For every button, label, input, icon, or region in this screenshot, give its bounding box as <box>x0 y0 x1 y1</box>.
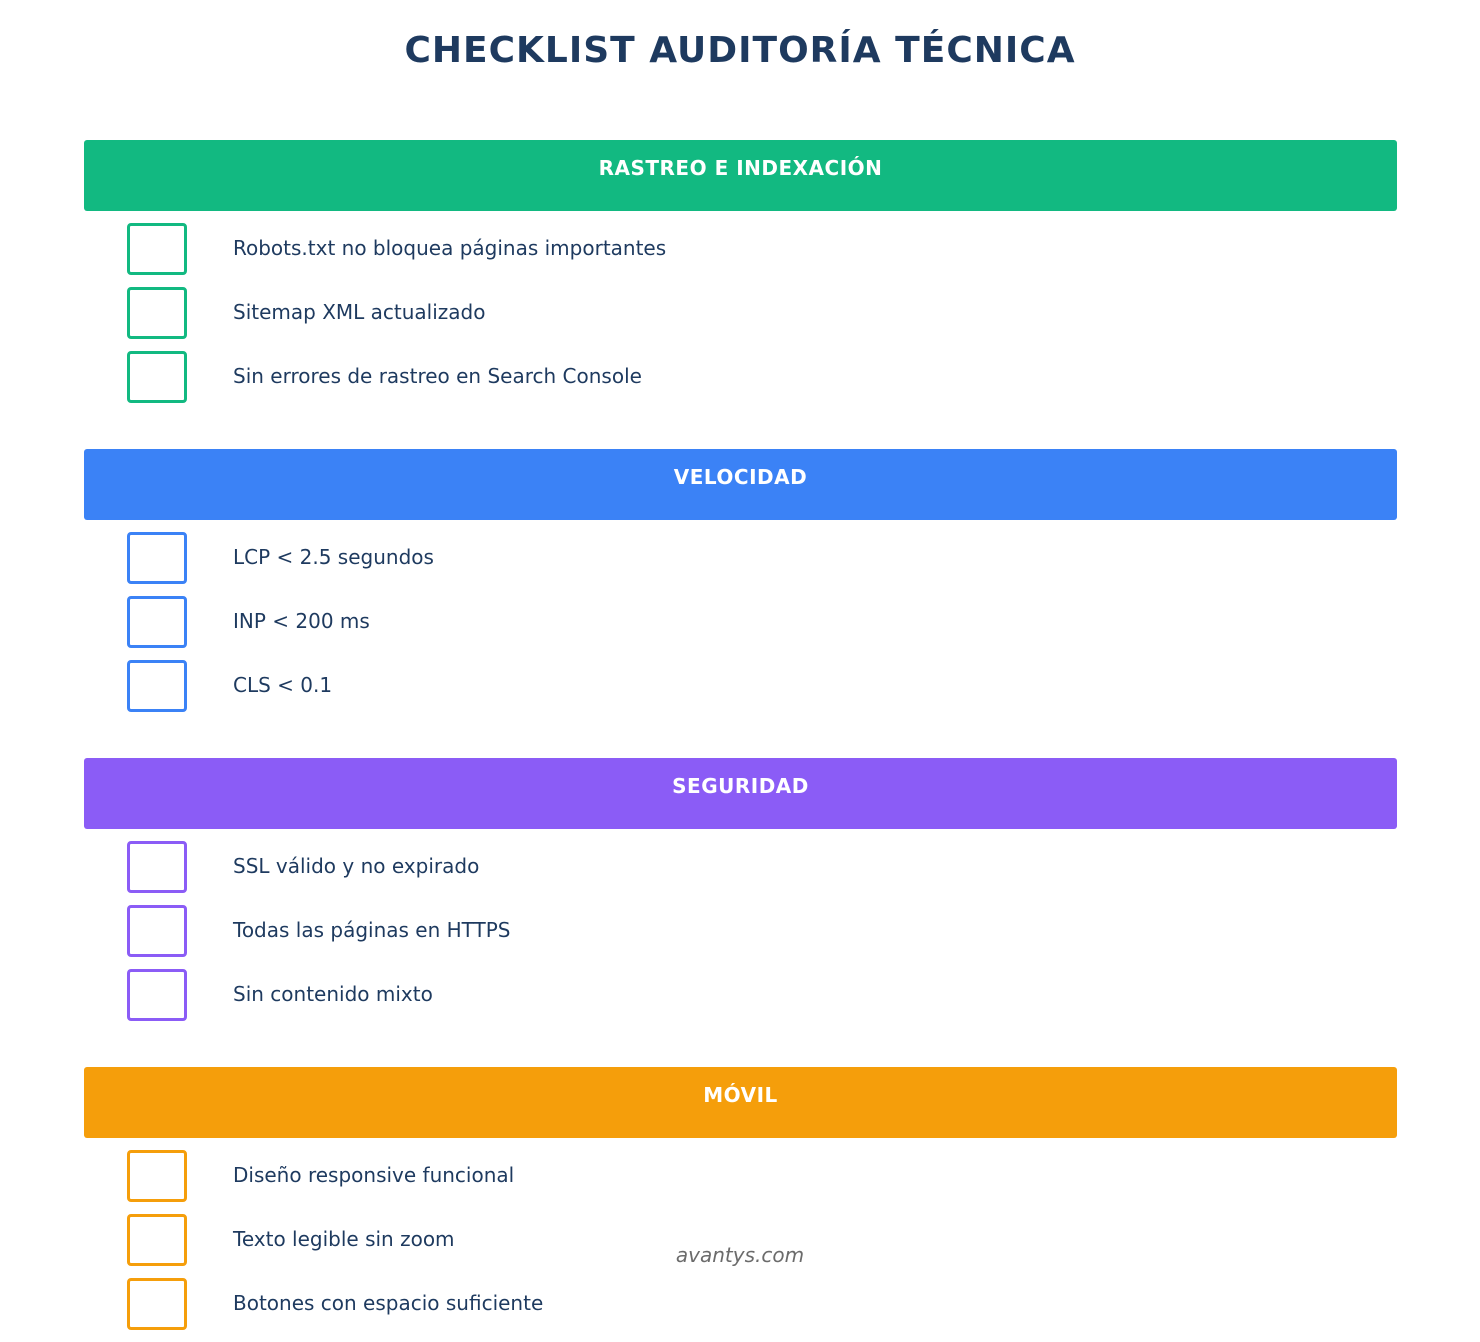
checklist-item <box>84 660 1397 724</box>
checkbox[interactable] <box>127 1150 187 1202</box>
checkbox[interactable] <box>127 660 187 712</box>
checklist-item-label: Robots.txt no bloquea páginas importantes <box>233 236 667 260</box>
checklist-item <box>84 596 1397 660</box>
checklist-section <box>84 449 1397 724</box>
checklist-item-label: Sitemap XML actualizado <box>233 300 486 324</box>
checklist-item <box>84 905 1397 969</box>
checklist-item <box>84 841 1397 905</box>
checklist-item-label: CLS < 0.1 <box>233 673 333 697</box>
checkbox[interactable] <box>127 223 187 275</box>
checkbox[interactable] <box>127 351 187 403</box>
checklist-item-label: Sin contenido mixto <box>233 982 433 1006</box>
checklist-item <box>84 351 1397 415</box>
checkbox[interactable] <box>127 905 187 957</box>
checkbox[interactable] <box>127 532 187 584</box>
checkbox[interactable] <box>127 596 187 648</box>
checklist-item <box>84 969 1397 1033</box>
section-header: MÓVIL <box>84 1067 1397 1138</box>
checklist-item <box>84 223 1397 287</box>
checklist-item-label: Sin errores de rastreo en Search Console <box>233 364 642 388</box>
section-header: RASTREO E INDEXACIÓN <box>84 140 1397 211</box>
checklist-section <box>84 758 1397 1033</box>
checklist-section <box>84 1067 1397 1342</box>
footer-watermark: avantys.com <box>675 1243 805 1267</box>
checkbox[interactable] <box>127 1278 187 1330</box>
section-header: VELOCIDAD <box>84 449 1397 520</box>
checklist-item-label: Texto legible sin zoom <box>233 1227 455 1251</box>
checklist-item <box>84 287 1397 351</box>
checklist-item <box>84 1150 1397 1214</box>
checklist-item <box>84 532 1397 596</box>
page-title: CHECKLIST AUDITORÍA TÉCNICA <box>404 30 1076 71</box>
checklist-item-label: Diseño responsive funcional <box>233 1163 515 1187</box>
checklist-item-label: Todas las páginas en HTTPS <box>233 918 511 942</box>
section-header: SEGURIDAD <box>84 758 1397 829</box>
checkbox[interactable] <box>127 841 187 893</box>
checklist-item-label: SSL válido y no expirado <box>233 854 480 878</box>
checklist-item-label: INP < 200 ms <box>233 609 370 633</box>
checklist-item-label: Botones con espacio suficiente <box>233 1291 544 1315</box>
checklist-item <box>84 1278 1397 1342</box>
checkbox[interactable] <box>127 969 187 1021</box>
checklist-section <box>84 140 1397 415</box>
checkbox[interactable] <box>127 287 187 339</box>
checklist-item-label: LCP < 2.5 segundos <box>233 545 434 569</box>
